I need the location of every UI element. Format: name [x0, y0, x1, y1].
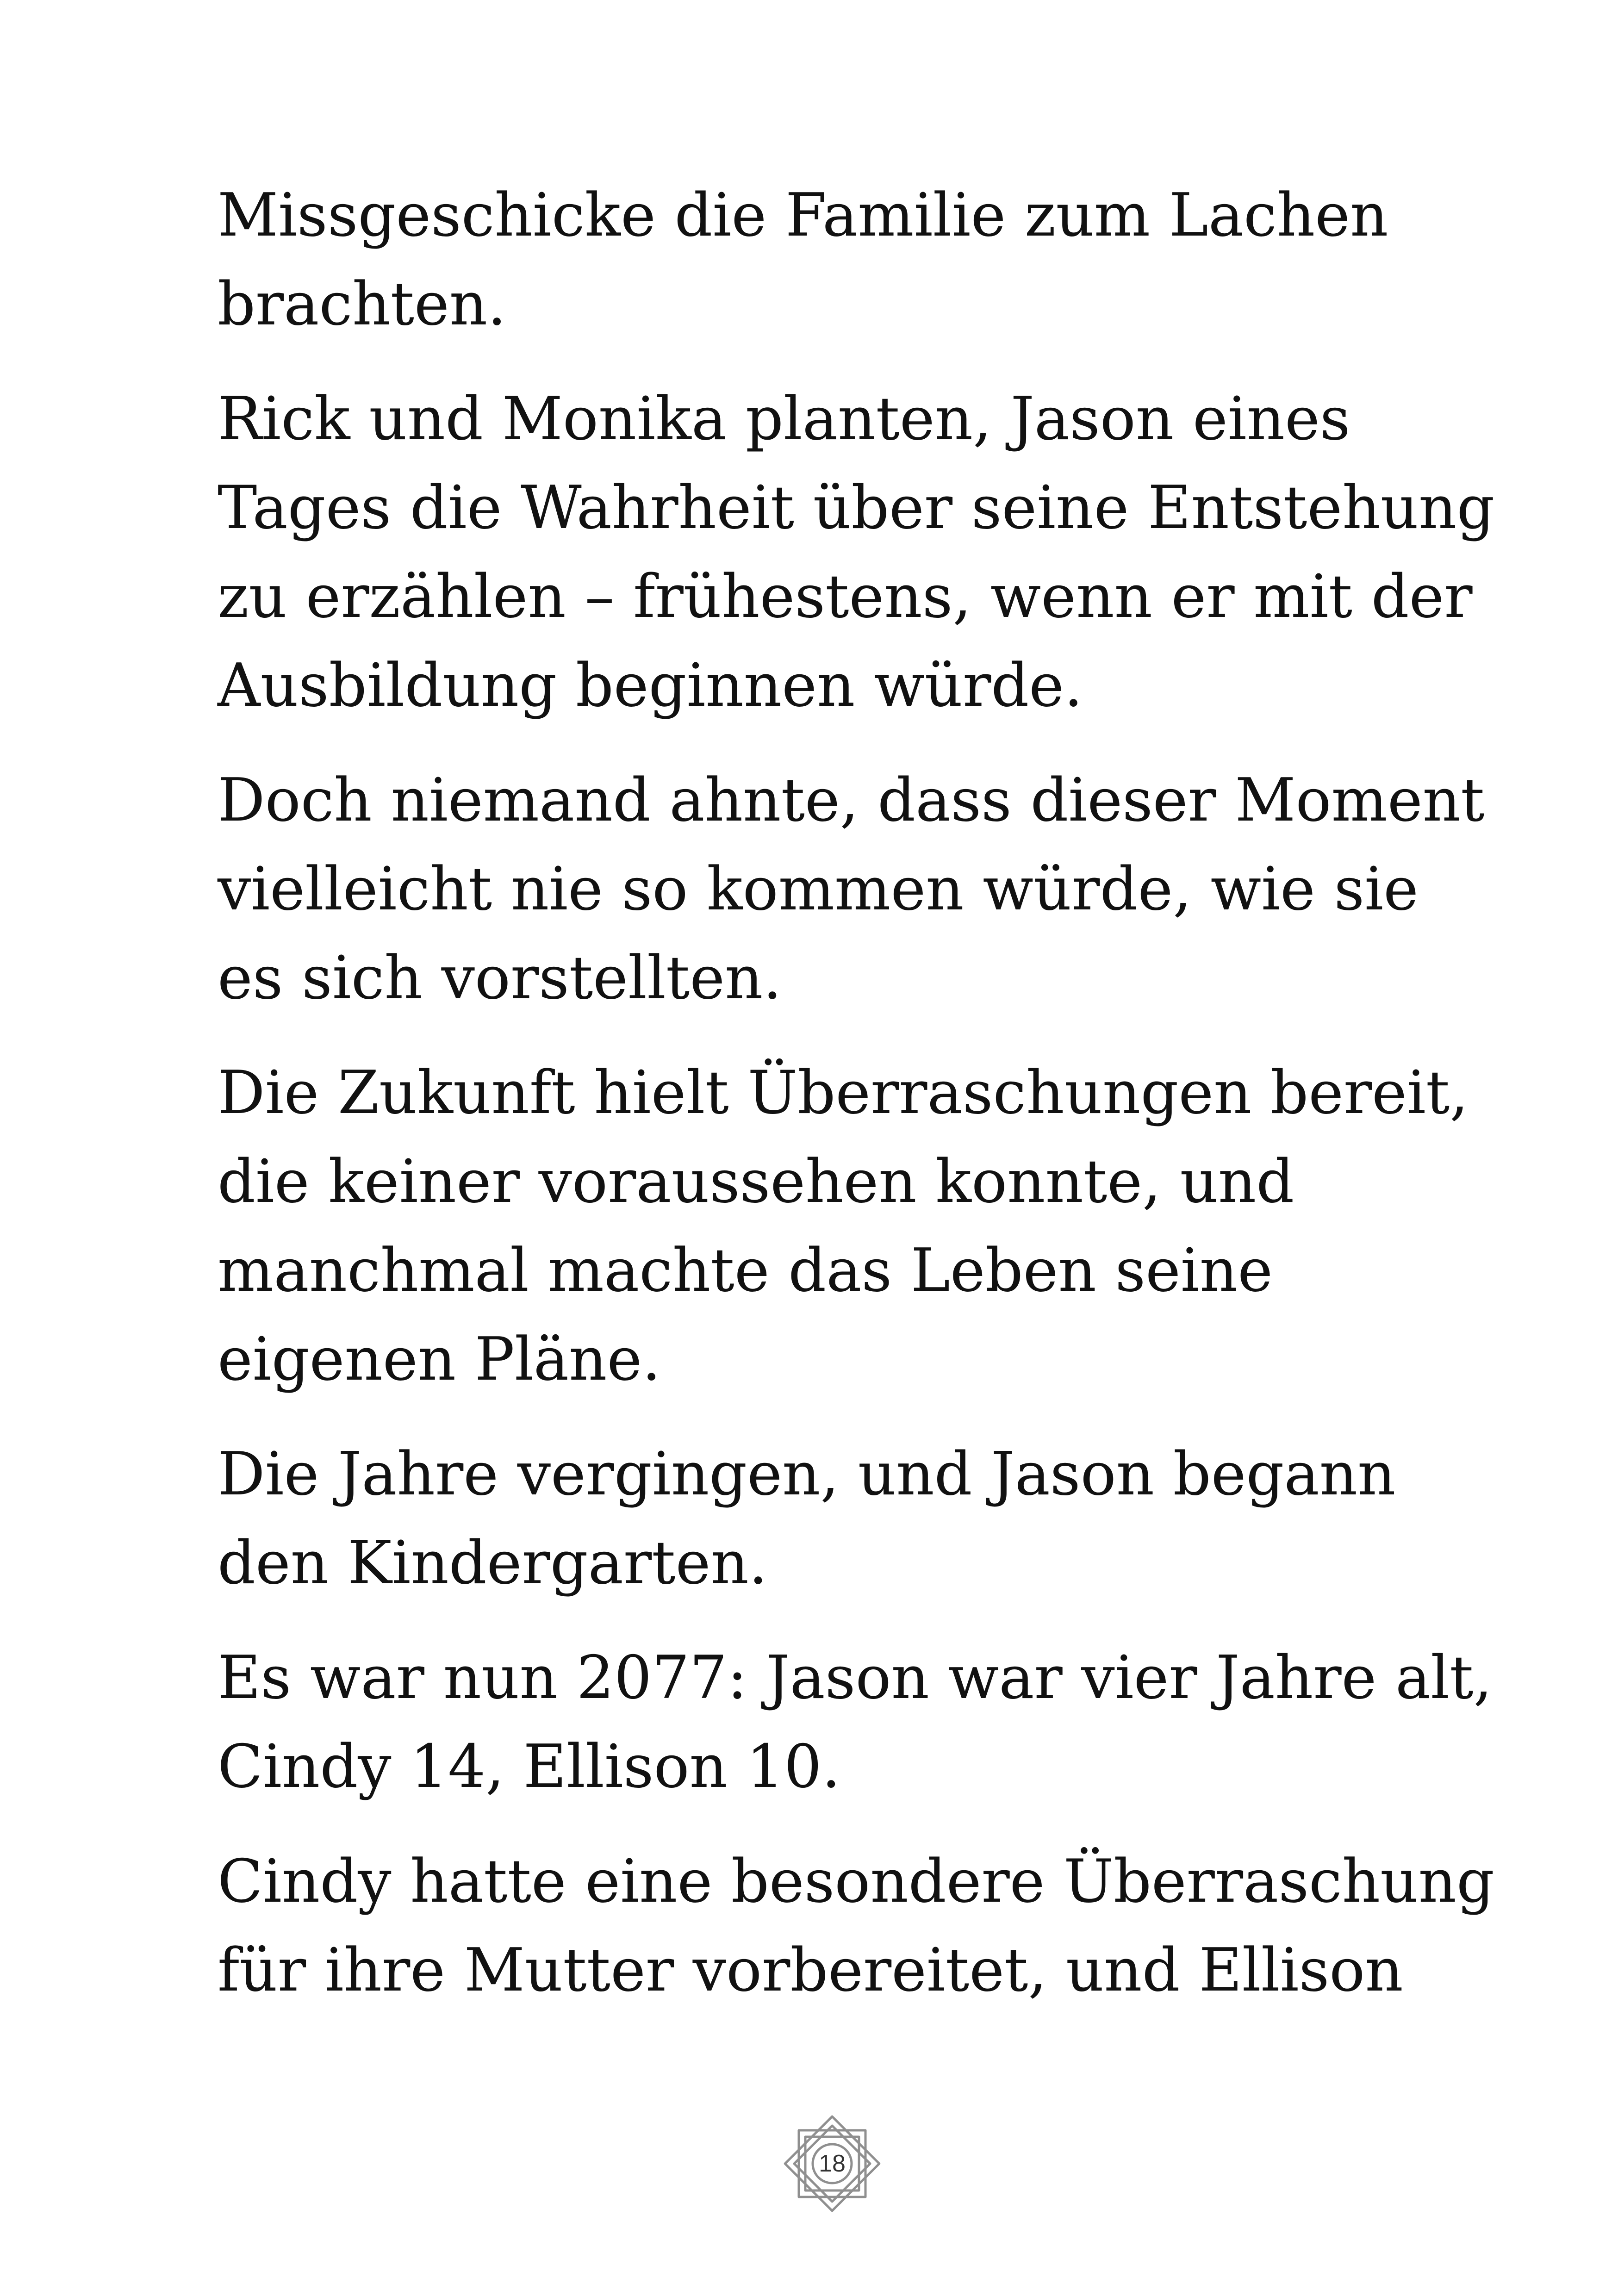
text-line: die keiner voraussehen konnte, und — [218, 1147, 1294, 1216]
text-line: Es war nun 2077: Jason war vier Jahre alt, — [218, 1643, 1493, 1712]
paragraph-6 — [218, 1634, 1493, 1811]
paragraph-3 — [218, 756, 1485, 1023]
paragraph-1 — [218, 171, 1467, 349]
text-line: Cindy hatte eine besondere Überraschung — [218, 1847, 1494, 1916]
paragraph-4 — [218, 1049, 1467, 1404]
paragraph-7 — [218, 1837, 1494, 2015]
text-line: den Kindergarten. — [218, 1529, 768, 1598]
page-number: 18 — [819, 2150, 846, 2177]
paragraph-5 — [218, 1430, 1467, 1608]
text-line: Die Jahre vergingen, und Jason begann — [218, 1440, 1396, 1509]
text-line: zu erzählen – frühestens, wenn er mit der — [218, 562, 1473, 631]
text-line: Die Zukunft hielt Überraschungen bereit, — [218, 1058, 1469, 1127]
text-line: für ihre Mutter vorbereitet, und Ellison — [218, 1936, 1403, 2005]
page-body — [218, 171, 1495, 2041]
text-line: manchmal machte das Leben seine — [218, 1236, 1273, 1305]
text-line: Tages die Wahrheit über seine Entstehung — [218, 473, 1495, 542]
text-line: Doch niemand ahnte, dass dieser Moment — [218, 766, 1485, 835]
paragraph-2 — [218, 375, 1495, 730]
text-line: Ausbildung beginnen würde. — [218, 651, 1083, 720]
text-line: Rick und Monika planten, Jason eines — [218, 385, 1350, 454]
text-line: brachten. — [218, 270, 506, 339]
text-line: Missgeschicke die Familie zum Lachen — [218, 181, 1388, 250]
text-line: eigenen Pläne. — [218, 1325, 661, 1394]
page-number-ornament — [772, 2103, 892, 2224]
text-line: vielleicht nie so kommen würde, wie sie — [218, 855, 1419, 924]
text-line: es sich vorstellten. — [218, 944, 782, 1013]
text-line: Cindy 14, Ellison 10. — [218, 1732, 841, 1801]
